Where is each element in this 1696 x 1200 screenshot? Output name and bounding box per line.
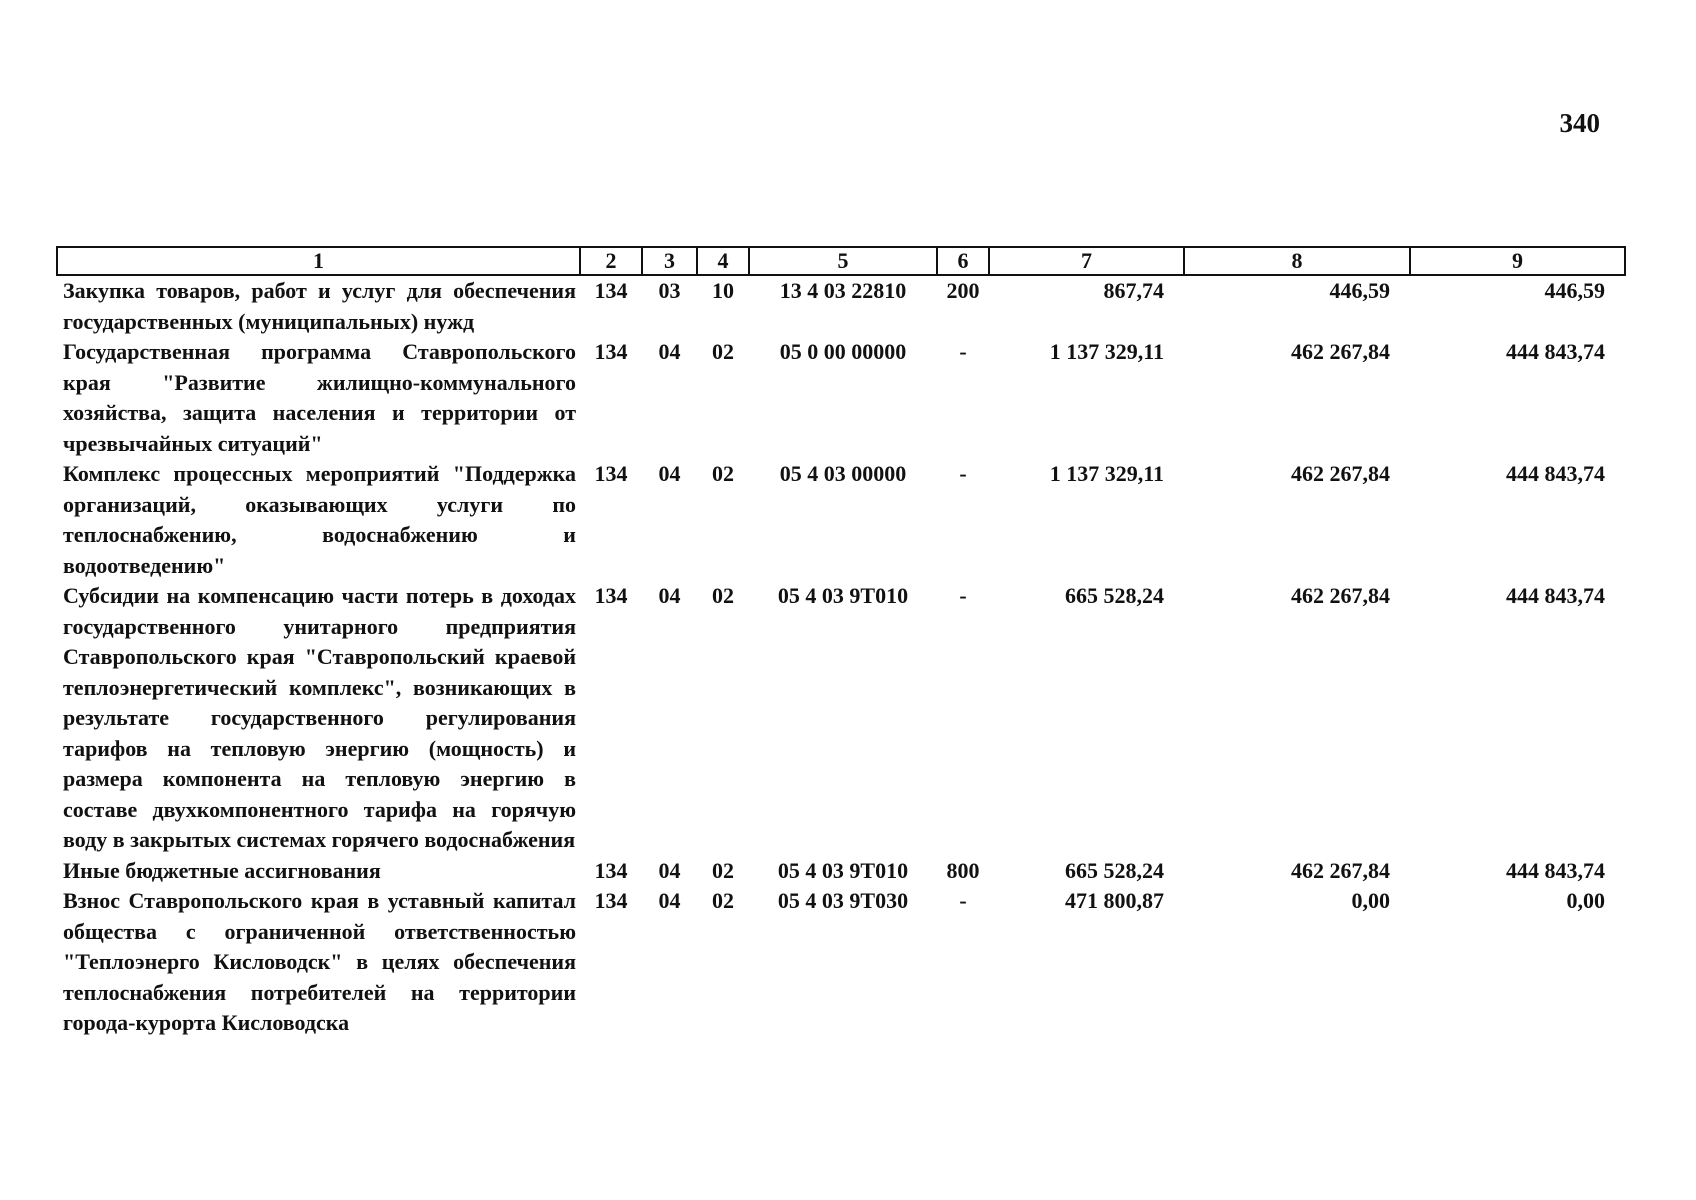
table-row (57, 886, 1625, 1039)
row-subsection-code: 02 (712, 339, 734, 364)
row-name: Комплекс процессных мероприятий "Поддержка организаций, оказывающих услуги по теплоснабжению, водоснабжению и водоотведению" (63, 461, 576, 578)
header-col-8: 8 (1184, 247, 1410, 275)
page-number: 340 (1559, 108, 1600, 138)
row-expense-type: 800 (946, 857, 980, 883)
row-target-code: 05 4 03 9Т010 (777, 583, 909, 608)
header-col-3: 3 (642, 247, 697, 275)
row-ministry-code: 134 (594, 583, 628, 608)
row-amount-col-8: 0,00 (1351, 888, 1390, 913)
row-expense-type: - (959, 339, 967, 364)
row-target-code: 05 0 00 00000 (779, 339, 907, 364)
header-col-5: 5 (749, 247, 937, 275)
row-amount-col-8: 462 267,84 (1291, 583, 1390, 608)
row-subsection-code: 02 (712, 583, 734, 608)
table-row (57, 856, 1625, 887)
row-amount-col-9: 444 843,74 (1506, 461, 1605, 486)
row-name: Субсидии на компенсацию части потерь в доходах государственного унитарного предприятия Ставропольского края "Ставропольский краевой теплоэнергетический комплекс", возникающих в результате государственного регулирования тарифов на тепловую энергию (мощность) и размера компонента на тепловую энергию в составе двухкомпонентного тарифа на горячую воду в закрытых системах горячего водоснабжения (63, 583, 576, 852)
row-ministry-code: 134 (594, 278, 628, 303)
row-amount-col-7: 867,74 (1103, 278, 1164, 303)
row-target-code: 05 4 03 9Т010 (777, 857, 909, 883)
row-section-code: 04 (658, 583, 681, 608)
header-col-7: 7 (989, 247, 1184, 275)
row-amount-col-8: 462 267,84 (1291, 339, 1390, 364)
row-amount-col-7: 665 528,24 (1065, 583, 1164, 608)
row-amount-col-9: 446,59 (1544, 278, 1605, 303)
header-col-2: 2 (580, 247, 642, 275)
row-target-code: 05 4 03 00000 (779, 461, 907, 486)
header-col-9: 9 (1410, 247, 1625, 275)
row-expense-type: - (959, 461, 967, 486)
header-col-4: 4 (697, 247, 749, 275)
row-target-code: 05 4 03 9Т030 (777, 888, 909, 913)
row-amount-col-8: 462 267,84 (1291, 857, 1390, 883)
row-amount-col-8: 462 267,84 (1291, 461, 1390, 486)
table-row (57, 581, 1625, 856)
table-row (57, 459, 1625, 581)
row-ministry-code: 134 (594, 339, 628, 364)
row-amount-col-9: 444 843,74 (1506, 339, 1605, 364)
row-amount-col-9: 444 843,74 (1506, 583, 1605, 608)
row-amount-col-7: 471 800,87 (1065, 888, 1164, 913)
table-row (57, 337, 1625, 459)
row-subsection-code: 02 (712, 857, 734, 883)
row-name: Государственная программа Ставропольского края "Развитие жилищно-коммунального хозяйства, защита населения и территории от чрезвычайных ситуаций" (63, 339, 576, 456)
table-body (57, 275, 1625, 1039)
row-target-code: 13 4 03 22810 (779, 278, 907, 303)
row-name: Иные бюджетные ассигнования (63, 857, 381, 883)
table-header (57, 247, 1625, 275)
row-expense-type: - (959, 888, 967, 913)
row-amount-col-7: 1 137 329,11 (1049, 461, 1164, 486)
row-amount-col-8: 446,59 (1329, 278, 1390, 303)
row-name: Закупка товаров, работ и услуг для обеспечения государственных (муниципальных) нужд (63, 278, 576, 334)
row-section-code: 04 (658, 888, 681, 913)
row-ministry-code: 134 (594, 461, 628, 486)
row-expense-type: 200 (946, 278, 980, 303)
row-amount-col-9: 444 843,74 (1506, 857, 1605, 883)
row-name: Взнос Ставропольского края в уставный капитал общества с ограниченной ответственностью "Теплоэнерго Кисловодск" в целях обеспечения теплоснабжения потребителей на территории города-курорта Кисловодска (63, 888, 576, 1035)
row-subsection-code: 10 (712, 278, 734, 303)
row-ministry-code: 134 (594, 857, 628, 883)
row-subsection-code: 02 (712, 888, 734, 913)
row-amount-col-9: 0,00 (1566, 888, 1605, 913)
row-section-code: 04 (658, 339, 681, 364)
row-ministry-code: 134 (594, 888, 628, 913)
header-col-1: 1 (57, 247, 580, 275)
row-amount-col-7: 665 528,24 (1065, 857, 1164, 883)
row-expense-type: - (959, 583, 967, 608)
budget-table (56, 246, 1626, 1039)
row-section-code: 03 (658, 278, 681, 303)
header-col-6: 6 (937, 247, 989, 275)
row-amount-col-7: 1 137 329,11 (1049, 339, 1164, 364)
row-subsection-code: 02 (712, 461, 734, 486)
table-row (57, 275, 1625, 337)
row-section-code: 04 (658, 461, 681, 486)
header-row (57, 247, 1625, 275)
row-section-code: 04 (658, 857, 681, 883)
